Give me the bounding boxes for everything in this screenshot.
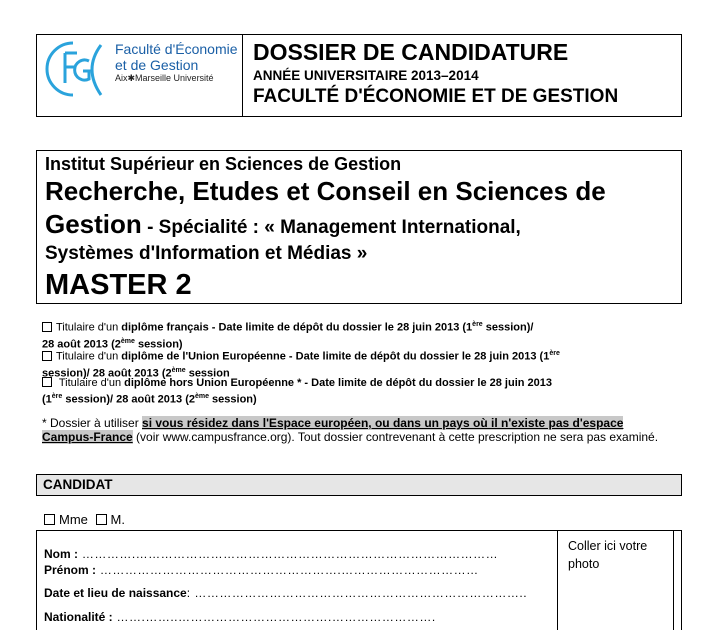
option-sup: ème — [171, 366, 186, 374]
faculty-logo — [37, 35, 243, 116]
field-birth-label: Date et lieu de naissance — [44, 586, 187, 600]
faculty-logo-icon — [43, 39, 107, 99]
option-prefix: Titulaire d'un — [56, 377, 125, 389]
logo-university: Aix✱Marseille Université — [115, 73, 214, 83]
field-nationality-label: Nationalité : — [44, 610, 113, 624]
program-title-line1: Recherche, Etudes et Conseil en Sciences de — [45, 176, 606, 206]
checkbox-mme[interactable] — [44, 514, 55, 525]
candidate-section-header — [36, 474, 682, 496]
option-sup: ème — [120, 337, 135, 345]
field-nom[interactable] — [44, 547, 498, 561]
option-sup: ème — [194, 393, 209, 400]
program-box — [36, 150, 682, 304]
option-bold-text: diplôme de l'Union Européenne - Date limite de dépôt du dossier le 28 juin 2013 (1 — [121, 350, 550, 363]
faculty-name: FACULTÉ D'ÉCONOMIE ET DE GESTION — [253, 86, 619, 107]
program-title-line3: Systèmes d'Information et Médias » — [45, 243, 368, 264]
option-sup: ère — [51, 393, 63, 400]
field-prenom[interactable] — [44, 563, 479, 577]
degree-title: MASTER 2 — [45, 269, 192, 301]
civility-choice — [44, 512, 125, 527]
option-bold-text: session)/ 28 août 2013 (2 — [42, 367, 172, 380]
candidate-section-label: CANDIDAT — [43, 477, 113, 492]
institute-name: Institut Supérieur en Sciences de Gestion — [45, 154, 402, 174]
option-bold-text: (1 — [42, 393, 52, 406]
notice-highlight: si vous résidez dans l'Espace européen, ou dans un pays où il n'existe pas d'espace Campus-France — [42, 416, 624, 444]
photo-box[interactable] — [557, 530, 674, 630]
checkbox[interactable] — [42, 377, 52, 387]
civility-m-label: M. — [110, 512, 125, 527]
field-birth[interactable] — [44, 586, 527, 600]
field-prenom-label: Prénom : — [44, 563, 97, 577]
notice-start: * Dossier à utiliser — [42, 416, 143, 430]
program-title-word: Gestion — [45, 209, 142, 239]
document-title: DOSSIER DE CANDIDATURE — [253, 39, 569, 65]
option-bold-text: session) — [134, 338, 183, 351]
option-bold-text: session) — [208, 393, 257, 406]
option-bold-text: 28 août 2013 (2 — [42, 338, 121, 351]
option-bold-text: session — [185, 367, 230, 380]
notice-end: (voir www.campusfrance.org). Tout dossier contrevenant à cette prescription ne sera pas examiné. — [132, 430, 659, 444]
header-box — [36, 34, 682, 117]
option-bold-text: session)/ 28 août 2013 (2 — [62, 393, 195, 406]
option-bold-text: diplôme hors Union Européenne * - Date limite de dépôt du dossier le 28 juin 2013 — [124, 377, 553, 389]
field-nationality-dots[interactable]: …….……..……………………………….……………………. — [112, 610, 436, 624]
option-sup: ère — [472, 321, 483, 328]
option-prefix: Titulaire d'un — [56, 321, 122, 334]
option-prefix: Titulaire d'un — [56, 350, 122, 363]
option-bold-text: diplôme français - Date limite de dépôt du dossier le 28 juin 2013 (1 — [121, 321, 473, 334]
logo-text-line2: et de Gestion — [115, 57, 199, 73]
checkbox[interactable] — [42, 351, 52, 361]
civility-mme-label: Mme — [59, 512, 88, 527]
field-nom-dots[interactable]: ………….…………………………………………………………………………… — [78, 547, 499, 561]
photo-label: Coller ici votre photo — [568, 539, 648, 571]
academic-year: ANNÉE UNIVERSITAIRE 2013–2014 — [253, 68, 479, 83]
eligibility-notice — [42, 416, 672, 444]
field-nationality[interactable] — [44, 610, 436, 624]
field-nom-label: Nom : — [44, 547, 78, 561]
field-birth-dots[interactable]: : …………………………………………………………………….. — [186, 586, 528, 600]
logo-text-line1: Faculté d'Économie — [115, 41, 238, 57]
option-bold-text: session)/ — [482, 321, 534, 334]
checkbox[interactable] — [42, 322, 52, 332]
specialty-text: - Spécialité : « Management International, — [141, 217, 521, 238]
option-non-eu-diploma[interactable] — [42, 376, 552, 407]
field-prenom-dots[interactable]: ………………………………………………….…………………………… — [96, 563, 479, 577]
option-sup: ère — [549, 350, 560, 357]
program-title-line2 — [45, 209, 521, 240]
checkbox-m[interactable] — [96, 514, 107, 525]
